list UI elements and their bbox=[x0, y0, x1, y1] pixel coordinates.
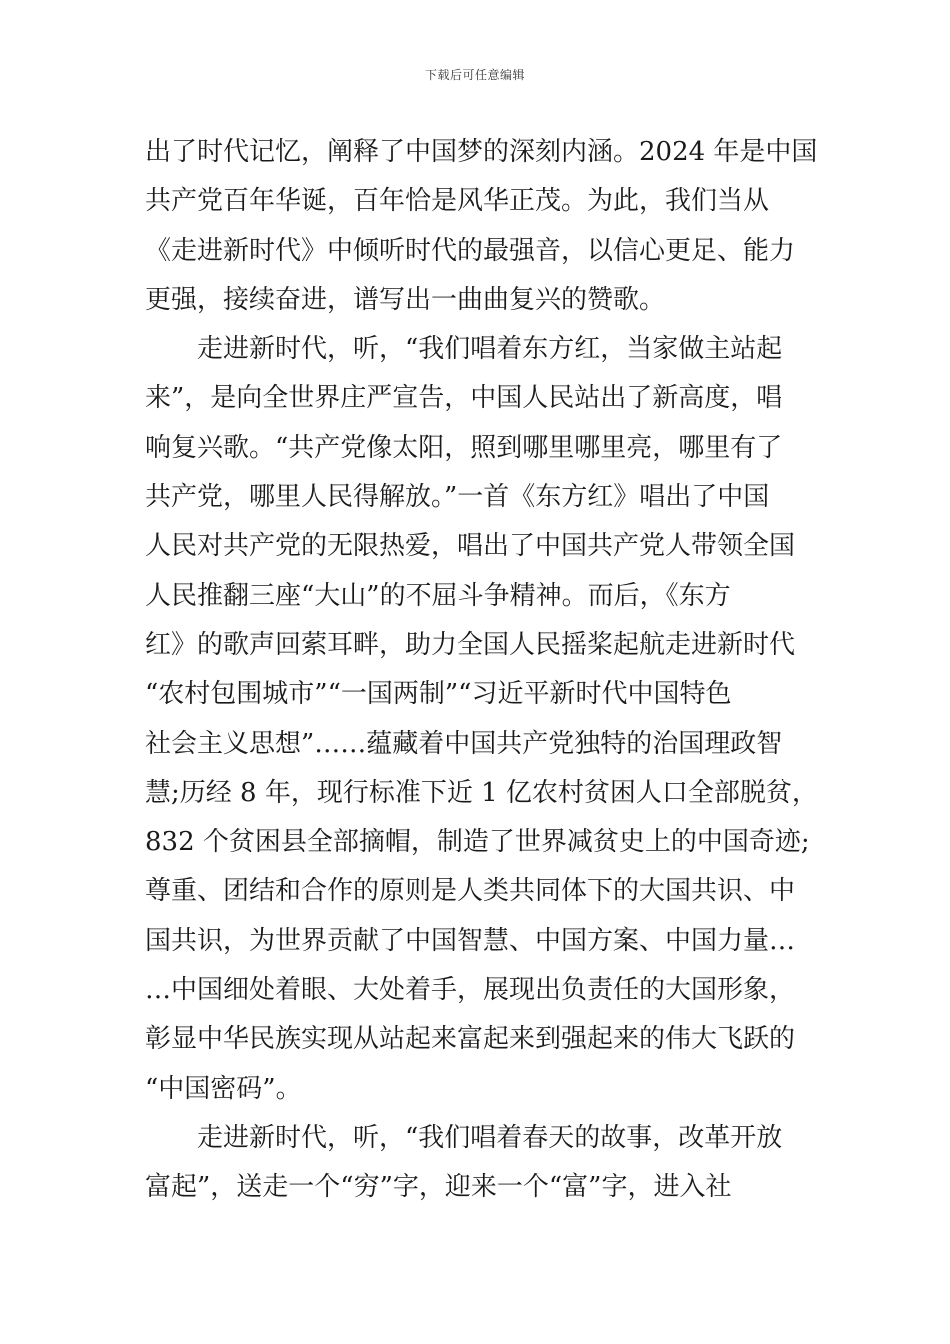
text-line: 《走进新时代》中倾听时代的最强音，以信心更足、能力 bbox=[145, 235, 796, 266]
text-line: 彰显中华民族实现从站起来富起来到强起来的伟大飞跃的 bbox=[145, 1024, 796, 1055]
text-line: 共产党，哪里人民得解放。”一首《东方红》唱出了中国 bbox=[145, 482, 770, 513]
text-line: 832 个贫困县全部摘帽，制造了世界减贫史上的中国奇迹; bbox=[145, 827, 810, 858]
paragraph-2 bbox=[145, 325, 818, 1114]
text-line: 响复兴歌。“共产党像太阳，照到哪里哪里亮，哪里有了 bbox=[145, 432, 783, 463]
text-line: 走进新时代，听，“我们唱着春天的故事，改革开放 bbox=[197, 1122, 783, 1153]
text-line: 社会主义思想”……蕴藏着中国共产党独特的治国理政智 bbox=[145, 728, 783, 759]
text-line: 慧;历经 8 年，现行标准下近 1 亿农村贫困人口全部脱贫， bbox=[145, 777, 818, 808]
document-body bbox=[145, 128, 818, 1213]
text-line: 人民对共产党的无限热爱，唱出了中国共产党人带领全国 bbox=[145, 531, 796, 562]
text-line: “农村包围城市”“一国两制”“习近平新时代中国特色 bbox=[145, 679, 732, 710]
page-header: 下载后可任意编辑 bbox=[424, 68, 525, 82]
text-line: 更强，接续奋进，谱写出一曲曲复兴的赞歌。 bbox=[145, 284, 666, 315]
text-line: 出了时代记忆，阐释了中国梦的深刻内涵。2024 年是中国 bbox=[145, 137, 818, 167]
text-line: 共产党百年华诞，百年恰是风华正茂。为此，我们当从 bbox=[145, 186, 770, 217]
paragraph-1 bbox=[145, 128, 818, 325]
text-line: 富起”，送走一个“穷”字，迎来一个“富”字，进入社 bbox=[145, 1172, 732, 1203]
text-line: 走进新时代，听，“我们唱着东方红，当家做主站起 bbox=[197, 334, 783, 365]
text-line: 来”，是向全世界庄严宣告，中国人民站出了新高度，唱 bbox=[145, 383, 783, 414]
paragraph-3 bbox=[145, 1114, 810, 1213]
text-line: 尊重、团结和合作的原则是人类共同体下的大国共识、中 bbox=[145, 876, 796, 907]
text-line: 红》的歌声回萦耳畔，助力全国人民摇桨起航走进新时代 bbox=[145, 629, 796, 660]
text-line: “中国密码”。 bbox=[145, 1073, 302, 1104]
text-line: …中国细处着眼、大处着手，展现出负责任的大国形象， bbox=[145, 975, 796, 1006]
text-line: 国共识，为世界贡献了中国智慧、中国方案、中国力量… bbox=[145, 925, 796, 956]
text-line: 人民推翻三座“大山”的不屈斗争精神。而后，《东方 bbox=[145, 580, 731, 611]
